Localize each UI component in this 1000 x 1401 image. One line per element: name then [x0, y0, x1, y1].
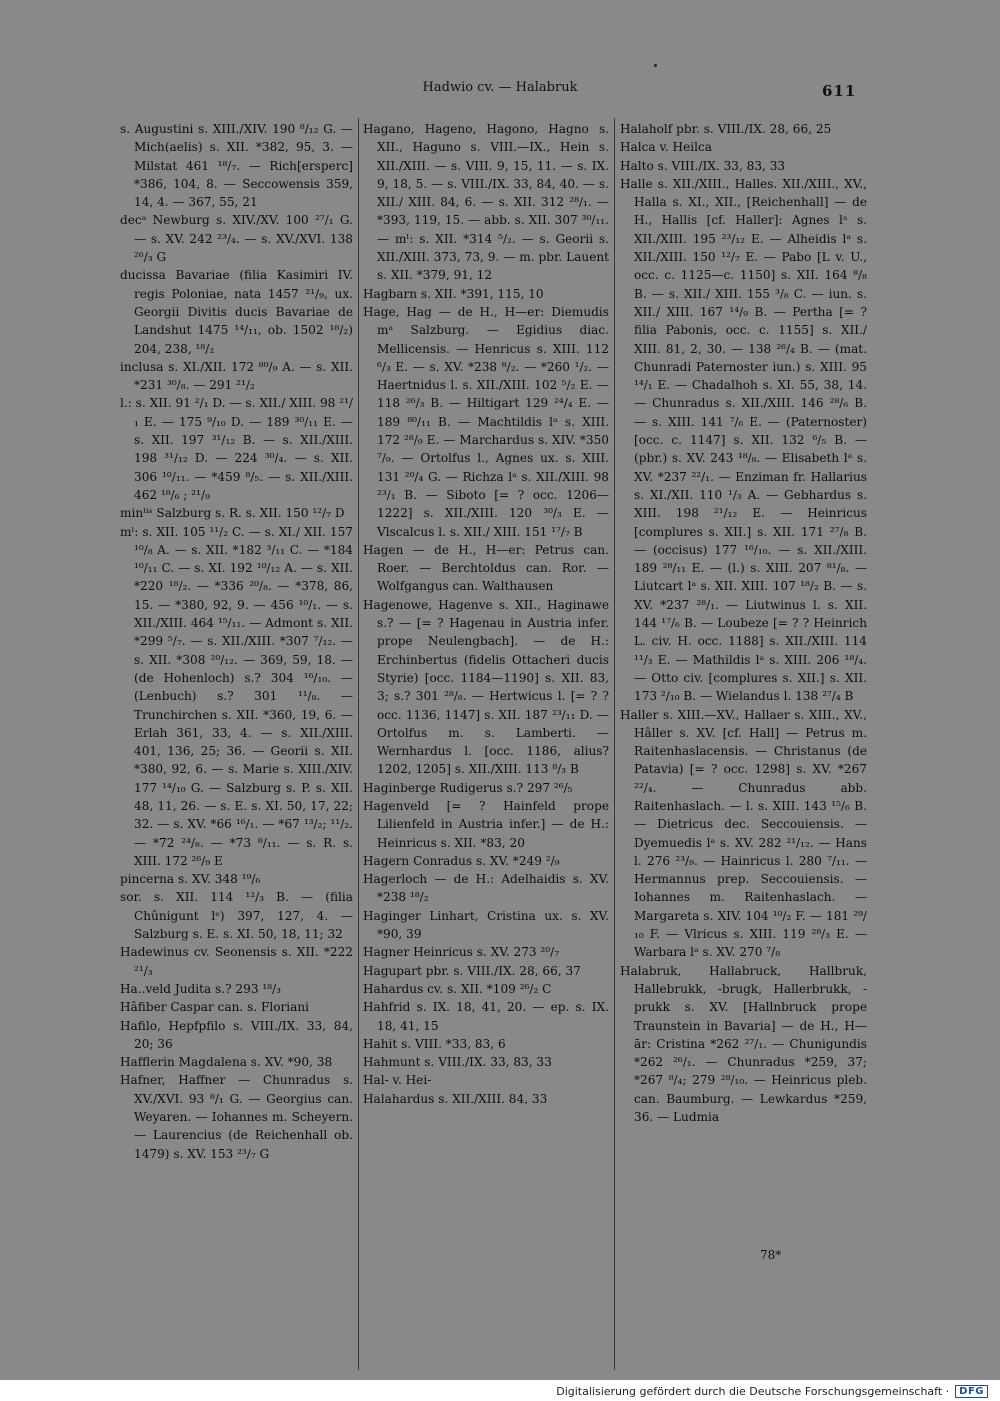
index-entry: Hafner, Haffner — Chunradus s. XV./XVI. 93 ⁸/₁ G. — Georgius can. Weyaren. — Iohannes m. Scheyern. — Laurencius (de Reichenhall ob. 1479) s. XV. 153 ²³/₇ G [120, 1073, 353, 1161]
index-column-middle [363, 120, 609, 1108]
signature-mark: 78* [760, 1248, 782, 1262]
index-entry: Halto s. VIII./IX. 33, 83, 33 [620, 158, 786, 173]
index-entry: s. Augustini s. XIII./XIV. 190 ⁸/₁₂ G. — Mich(aelis) s. XII. *382, 95, 3. — Milstat 461 ¹⁸/₇. — Rich[ersperc] *386, 104, 8. — Seccowensis 359, 14, 4. — 367, 55, 21 [120, 122, 353, 210]
index-column-left [120, 120, 353, 1163]
index-entry: Hagen — de H., H—er: Petrus can. Roer. — Berchtoldus can. Ror. — Wolfgangus can. Walthausen [363, 542, 609, 594]
speck [654, 64, 657, 67]
index-entry: Halca v. Heilca [620, 140, 712, 155]
index-entry: Halle s. XII./XIII., Halles. XII./XIII., XV., Halla s. XI., XII., [Reichenhall] — de H., Hallis [cf. Haller]: Agnes lᵃ s. XII./XIII. 195 ²³/₁₂ E. — Alheidis lᵃ s. XII./XIII. 150 ¹²/₇ E. — Pabo [L v. U., occ. c. 1125—c. 1150] s. XII. 164 ⁸/₈ B. — s. XII./ XIII. 155 ³/₈ C. — iun. s. XII./ XIII. 167 ¹⁴/₉ B. — Pertha [= ? filia Pabonis, occ. c. 1155] s. XII./ XIII. 81, 2, 30. — 138 ²⁶/₄ B. — (mat. Chunradi Paternoster iun.) s. XIII. 95 ¹⁴/₁ E. — Chadalhoh s. XI. 55, 38, 14. — Chunradus s. XII./XIII. 146 ²⁸/₆ B. — s. XIII. 141 ⁷/₆ E. — (Paternoster) [occ. c. 1147] s. XII. 132 ⁶/₅ B. — (pbr.) s. XV. 243 ¹⁸/₈. — Elisabeth lᵃ s. XV. *237 ²²/₁. — Enziman fr. Hallarius s. XI./XII. 110 ¹/₃ A. — Gebhardus s. XIII. 198 ²¹/₁₂ E. — Heinricus [complures s. XII.] s. XII. 171 ²⁷/₈ B. — (occisus) 177 ¹⁶/₁₀. — s. XII./XIII. 189 ²⁸/₁₁ E. — (l.) s. XIII. 207 ⁸¹/₈. — Liutcart lᵃ s. XII. XIII. 107 ¹⁸/₂ B. — s. XV. *237 ²⁸/₁. — Liutwinus l. s. XII. 144 ¹⁷/₆ B. — Loubeze [= ? ? Heinrich L. civ. H. occ. 1188] s. XII./XIII. 114 ¹¹/₃ E. — Mathildis lᵃ s. XIII. 206 ¹⁸/₄. — Otto civ. [complures s. XII.] s. XII. 173 ²/₁₀ B. — Wielandus l. 138 ²⁷/₄ B [620, 176, 867, 704]
index-entry: inclusa s. XI./XII. 172 ⁸⁰/₉ A. — s. XII. *231 ³⁰/₈. — 291 ²¹/₂ [120, 359, 353, 393]
index-entry: Halahardus s. XII./XIII. 84, 33 [363, 1091, 548, 1106]
index-entry: Hagenveld [= ? Hainfeld prope Lilienfeld in Austria infer.] — de H.: Heinricus s. XII. *83, 20 [363, 798, 609, 850]
index-entry: mˡ: s. XII. 105 ¹¹/₂ C. — s. XI./ XII. 157 ¹⁰/₈ A. — s. XII. *182 ³/₁₁ C. — *184 ¹⁰/₁₁ C. — s. XI. 192 ¹⁰/₁₂ A. — s. XII. *220 ¹⁸/₂. — *336 ²⁰/₈. — *378, 86, 15. — *380, 92, 9. — 456 ¹⁰/₁. — s. XII./XIII. 464 ¹⁵/₁₁. — Admont s. XII. *299 ⁵/₇. — s. XII./XIII. *307 ⁷/₁₂. — s. XII. *308 ²⁰/₁₂. — 369, 59, 18. — (de Hohenloch) s.? 304 ¹⁶/₁₀. — (Lenbuch) s.? 301 ¹¹/₈. — Trunchirchen s. XII. *360, 19, 6. — Erlah 361, 33, 4. — s. XII./XIII. 401, 136, 25; 36. — Georii s. XII. *380, 92, 6. — s. Marie s. XIII./XIV. 177 ¹⁴/₁₀ G. — Salzburg s. P. s. XII. 48, 11, 26. — s. E. s. XI. 50, 17, 22; 32. — s. XV. *66 ¹⁶/₁. — *67 ¹³/₂; ¹¹/₂. — *72 ²⁴/₈. — *73 ⁸/₁₁. — s. R. s. XIII. 172 ²⁶/₉ E [120, 524, 353, 868]
index-entry: Haginberge Rudigerus s.? 297 ²⁶/₅ [363, 780, 573, 795]
footer-credit [556, 1385, 988, 1398]
column-rule-left [358, 118, 359, 1370]
page-number: 611 [822, 82, 857, 100]
index-entry: minˡⁱˢ Salzburg s. R. s. XII. 150 ¹²/₇ D [120, 506, 345, 521]
running-header: Hadwio cv. — Halabruk [422, 80, 578, 95]
index-entry: Hadewinus cv. Seonensis s. XII. *222 ²¹/₃ [120, 945, 353, 978]
index-entry: sor. s. XII. 114 ¹²/₃ B. — (filia Chûnigunt lᵉ) 397, 127, 4. — Salzburg s. E. s. XI. 50, 18, 11; 32 [120, 890, 353, 942]
index-entry: Hafflerin Magdalena s. XV. *90, 38 [120, 1055, 333, 1070]
index-entry: Hagupart pbr. s. VIII./IX. 28, 66, 37 [363, 963, 581, 978]
index-entry: Hahardus cv. s. XII. *109 ²⁶/₂ C [363, 981, 552, 996]
index-entry: Hafilo, Hepfpfilo s. VIII./IX. 33, 84, 20; 36 [120, 1018, 353, 1051]
index-entry: ducissa Bavariae (filia Kasimiri IV. regis Poloniae, nata 1457 ²¹/₉, ux. Georgii Divitis ducis Bavariae de Landshut 1475 ¹⁴/₁₁, ob. 1502 ¹⁸/₂) 204, 238, ¹⁸/₂ [120, 268, 353, 356]
index-entry: Hagerloch — de H.: Adelhaidis s. XV. *238 ¹⁸/₂ [363, 872, 609, 905]
index-entry: l.: s. XII. 91 ²/₁ D. — s. XII./ XIII. 98 ²¹/₁ E. — 175 ⁹/₁₀ D. — 189 ³⁰/₁₁ E. — s. XII. 197 ³¹/₁₂ B. — s. XII./XIII. 198 ³¹/₁₂ D. — 224 ³⁰/₄. — s. XII. 306 ¹⁰/₁₁. — *459 ⁸/₅. — s. XII./XIII. 462 ¹⁸/₆ ; ²¹/₉ [120, 396, 353, 502]
index-entry: Hagern Conradus s. XV. *249 ²/₉ [363, 853, 560, 868]
index-entry: Halaholf pbr. s. VIII./IX. 28, 66, 25 [620, 122, 832, 136]
index-entry: decᵃ Newburg s. XIV./XV. 100 ²⁷/₁ G. — s. XV. 242 ²³/₄. — s. XV./XVI. 138 ²⁶/₃ G [120, 213, 353, 265]
index-entry: Hagenowe, Hagenve s. XII., Haginawe s.? — [= ? Hagenau in Austria infer. prope Neulengbach]. — de H.: Erchinbertus (fidelis Ottacheri ducis Styrie) [occ. 1184—1190] s. XII. 83, 3; s.? 301 ²⁸/₈. — Hertwicus l. [= ? ? occ. 1136, 1147] s. XII. 187 ²³/₁₁ D. — Ortolfus m. s. Lamberti. — Wernhardus l. [occ. 1186, alius? 1202, 1205] s. XII./XIII. 113 ⁸/₃ B [363, 597, 609, 777]
index-entry: Hagano, Hageno, Hagono, Hagno s. XII., Haguno s. VIII.—IX., Hein s. XII./XIII. — s. VIII. 9, 15, 11. — s. IX. 9, 18, 5. — s. VIII./IX. 33, 84, 40. — s. XII./ XIII. 84, 6. — s. XII. 312 ²⁸/₁. — *393, 119, 15. — abb. s. XII. 307 ³⁰/₁₁. — mˡ: s. XII. *314 ⁵/₂. — s. Georii s. XII./XIII. 373, 73, 9. — m. pbr. Lauent s. XII. *379, 91, 12 [363, 122, 609, 283]
index-entry: Hagner Heinricus s. XV. 273 ²⁰/₇ [363, 945, 560, 960]
index-entry: Haginger Linhart, Cristina ux. s. XV. *90, 39 [363, 908, 609, 942]
footer-text: Digitalisierung gefördert durch die Deutsche Forschungsgemeinschaft · [556, 1385, 950, 1398]
index-column-right [620, 120, 867, 1126]
index-entry: Hal- v. Hei- [363, 1073, 432, 1088]
index-entry: Halabruk, Hallabruck, Hallbruk, Hallebrukk, -brugk, Hallerbrukk, -prukk s. XV. [Hallnbruck prope Traunstein in Bavaria] — de H., H—ār: Cristina *262 ²⁷/₁. — Chunigundis *262 ²⁶/₁. — Chunradus *259, 37; *267 ⁸/₄; 279 ²⁸/₁₀. — Heinricus pleb. can. Baumburg. — Lewkardus *259, 36. — Ludmia [620, 963, 867, 1125]
index-entry: Hagbarn s. XII. *391, 115, 10 [363, 286, 544, 301]
index-entry: Hahmunt s. VIII./IX. 33, 83, 33 [363, 1055, 552, 1070]
index-entry: Hâfiber Caspar can. s. Floriani [120, 1000, 310, 1015]
index-entry: Ha..veld Judita s.? 293 ¹⁸/₃ [120, 981, 281, 996]
index-entry: Hahfrid s. IX. 18, 41, 20. — ep. s. IX. 18, 41, 15 [363, 1000, 609, 1033]
index-entry: Hage, Hag — de H., H—er: Diemudis mᵃ Salzburg. — Egidius diac. Mellicensis. — Henricus s. XIII. 112 ⁶/₃ E. — s. XV. *238 ⁸/₂. — *260 ¹/₂. — Haertnidus l. s. XII./XIII. 102 ⁵/₂ E. — 118 ²⁶/₃ B. — Hiltigart 129 ²⁴/₄ E. — 189 ⁸⁰/₁₁ B. — Machtildis lᵃ s. XIII. 172 ²⁸/₉ E. — Marchardus s. XIV. *350 ⁷/₉. — Ortolfus l., Agnes ux. s. XIII. 131 ²⁰/₄ G. — Richza lᵃ s. XII./XIII. 98 ²³/₁ B. — Siboto [= ? occ. 1206—1222] s. XII./XIII. 120 ³⁰/₃ E. — Vlscalcus l. s. XII./ XIII. 151 ¹⁷/₇ B [363, 304, 609, 539]
index-entry: Hahit s. VIII. *33, 83, 6 [363, 1036, 506, 1051]
index-entry: Haller s. XIII.—XV., Hallaer s. XIII., XV., Hâller s. XV. [cf. Hall] — Petrus m. Raitenhaslacensis. — Christanus (de Patavia) [= ? occ. 1298] s. XV. *267 ²²/₄. — Chunradus abb. Raitenhaslach. — l. s. XIII. 143 ¹⁵/₆ B. — Dietricus dec. Seccouiensis. — Dyemuedis lᵃ s. XV. 282 ²¹/₁₂. — Hans l. 276 ²³/₉. — Hainricus l. 280 ⁷/₁₁. — Hermannus prep. Seccouiensis. — Iohannes m. Raitenhaslach. — Margareta s. XIV. 104 ¹⁰/₂ F. — 181 ²⁹/₁₀ F. — Vlricus s. XIII. 119 ²⁸/₃ E. — Warbara lᵃ s. XV. 270 ⁷/₈ [620, 707, 867, 960]
index-entry: pincerna s. XV. 348 ¹⁹/₆ [120, 872, 261, 887]
column-rule-right [614, 118, 615, 1370]
dfg-logo-icon: DFG [955, 1385, 988, 1398]
